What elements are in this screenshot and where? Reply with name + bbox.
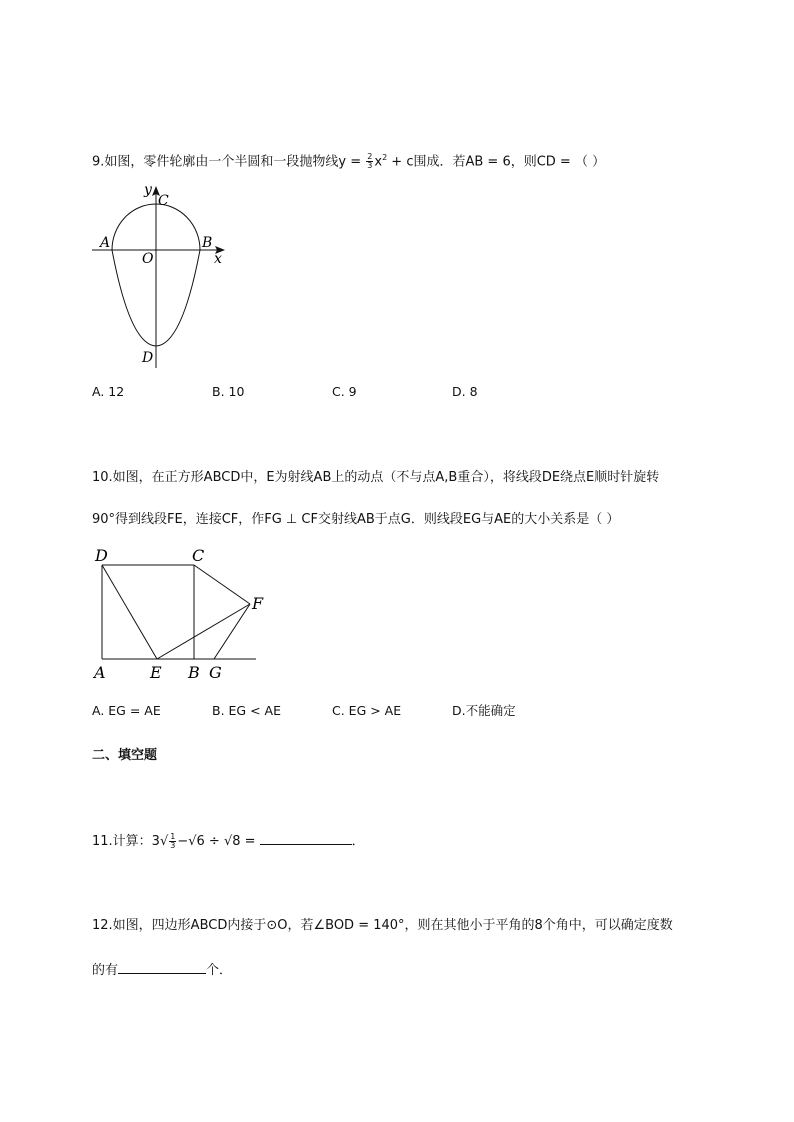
q10-option-a[interactable]: A. EG = AE xyxy=(92,703,161,718)
q11-frac-num: 1 xyxy=(170,832,176,841)
q11-fraction xyxy=(169,833,176,850)
q9-option-a[interactable]: A. 12 xyxy=(92,384,125,399)
q9-stem xyxy=(92,150,605,170)
q11-prefix: 11.计算：3 xyxy=(92,834,160,849)
q10-label-E: E xyxy=(150,663,162,682)
q9-eq-x: x xyxy=(374,154,383,170)
q9-option-d[interactable]: D. 8 xyxy=(452,384,478,399)
q9-label-A: A xyxy=(100,235,111,251)
q9-label-x: x xyxy=(214,251,222,267)
q11-suffix: ． xyxy=(351,834,365,849)
q10-segment-EF xyxy=(157,604,250,659)
q11-radical: √ $\frac{1}{3}$ xyxy=(159,832,176,850)
q10-segment-DE xyxy=(102,565,157,659)
q9-eq-exp: 2 xyxy=(382,153,388,162)
q9-option-b[interactable]: B. 10 xyxy=(212,384,245,399)
q9-eq-y: y = xyxy=(338,154,366,170)
q10-label-C: C xyxy=(192,546,205,565)
q10-label-G: G xyxy=(209,663,222,682)
q9-suffix: 围成．若AB = 6，则CD = （ ） xyxy=(413,154,606,170)
q9-figure xyxy=(90,180,235,372)
q12-line2-prefix: 的有 xyxy=(92,963,119,978)
q12-line2-suffix: 个． xyxy=(206,963,233,978)
q10-option-d[interactable]: D.不能确定 xyxy=(452,703,516,718)
q9-label-D: D xyxy=(142,350,154,366)
q10-label-D: D xyxy=(95,546,108,565)
q9-label-B: B xyxy=(202,235,213,251)
q10-segment-FG xyxy=(214,604,250,659)
q9-frac-den: 3 xyxy=(367,161,373,171)
section-title: 二、填空题 xyxy=(92,748,158,763)
q9-label-O: O xyxy=(142,251,154,267)
q9-fraction xyxy=(366,153,373,170)
q10-label-F: F xyxy=(252,594,264,613)
q11-mid: −√6 ÷ √8 = xyxy=(177,834,260,849)
q10-segment-CF xyxy=(194,565,250,604)
q10-figure xyxy=(90,543,270,683)
q10-stem-line1: 10.如图，在正方形ABCD中，E为射线AB上的动点（不与点A,B重合），将线段DE绕点E顺时针旋转 xyxy=(92,470,660,485)
q10-label-B: B xyxy=(188,663,200,682)
q10-option-b[interactable]: B. EG < AE xyxy=(212,703,281,718)
q11-answer-blank[interactable] xyxy=(260,832,352,845)
q11-stem xyxy=(92,832,365,850)
q9-label-y: y xyxy=(144,182,152,198)
q10-stem-line2: 90°得到线段FE，连接CF，作FG ⊥ CF交射线AB于点G．则线段EG与AE的大小关系是（ ） xyxy=(92,512,620,527)
q10-label-A: A xyxy=(94,663,106,682)
q9-label-C: C xyxy=(158,193,169,209)
q12-stem-line2 xyxy=(92,961,232,979)
q12-stem-line1: 12.如图，四边形ABCD内接于⊙O，若∠BOD = 140°，则在其他小于平角的8个角中，可以确定度数 xyxy=(92,918,673,933)
q9-frac-num: 2 xyxy=(367,152,373,162)
q9-eq-tail: + c xyxy=(387,154,414,170)
q12-answer-blank[interactable] xyxy=(118,961,206,974)
q11-frac-den: 3 xyxy=(170,841,176,850)
q9-prefix: 9.如图，零件轮廓由一个半圆和一段抛物线 xyxy=(92,154,339,170)
q9-option-c[interactable]: C. 9 xyxy=(332,384,357,399)
q10-option-c[interactable]: C. EG > AE xyxy=(332,703,402,718)
